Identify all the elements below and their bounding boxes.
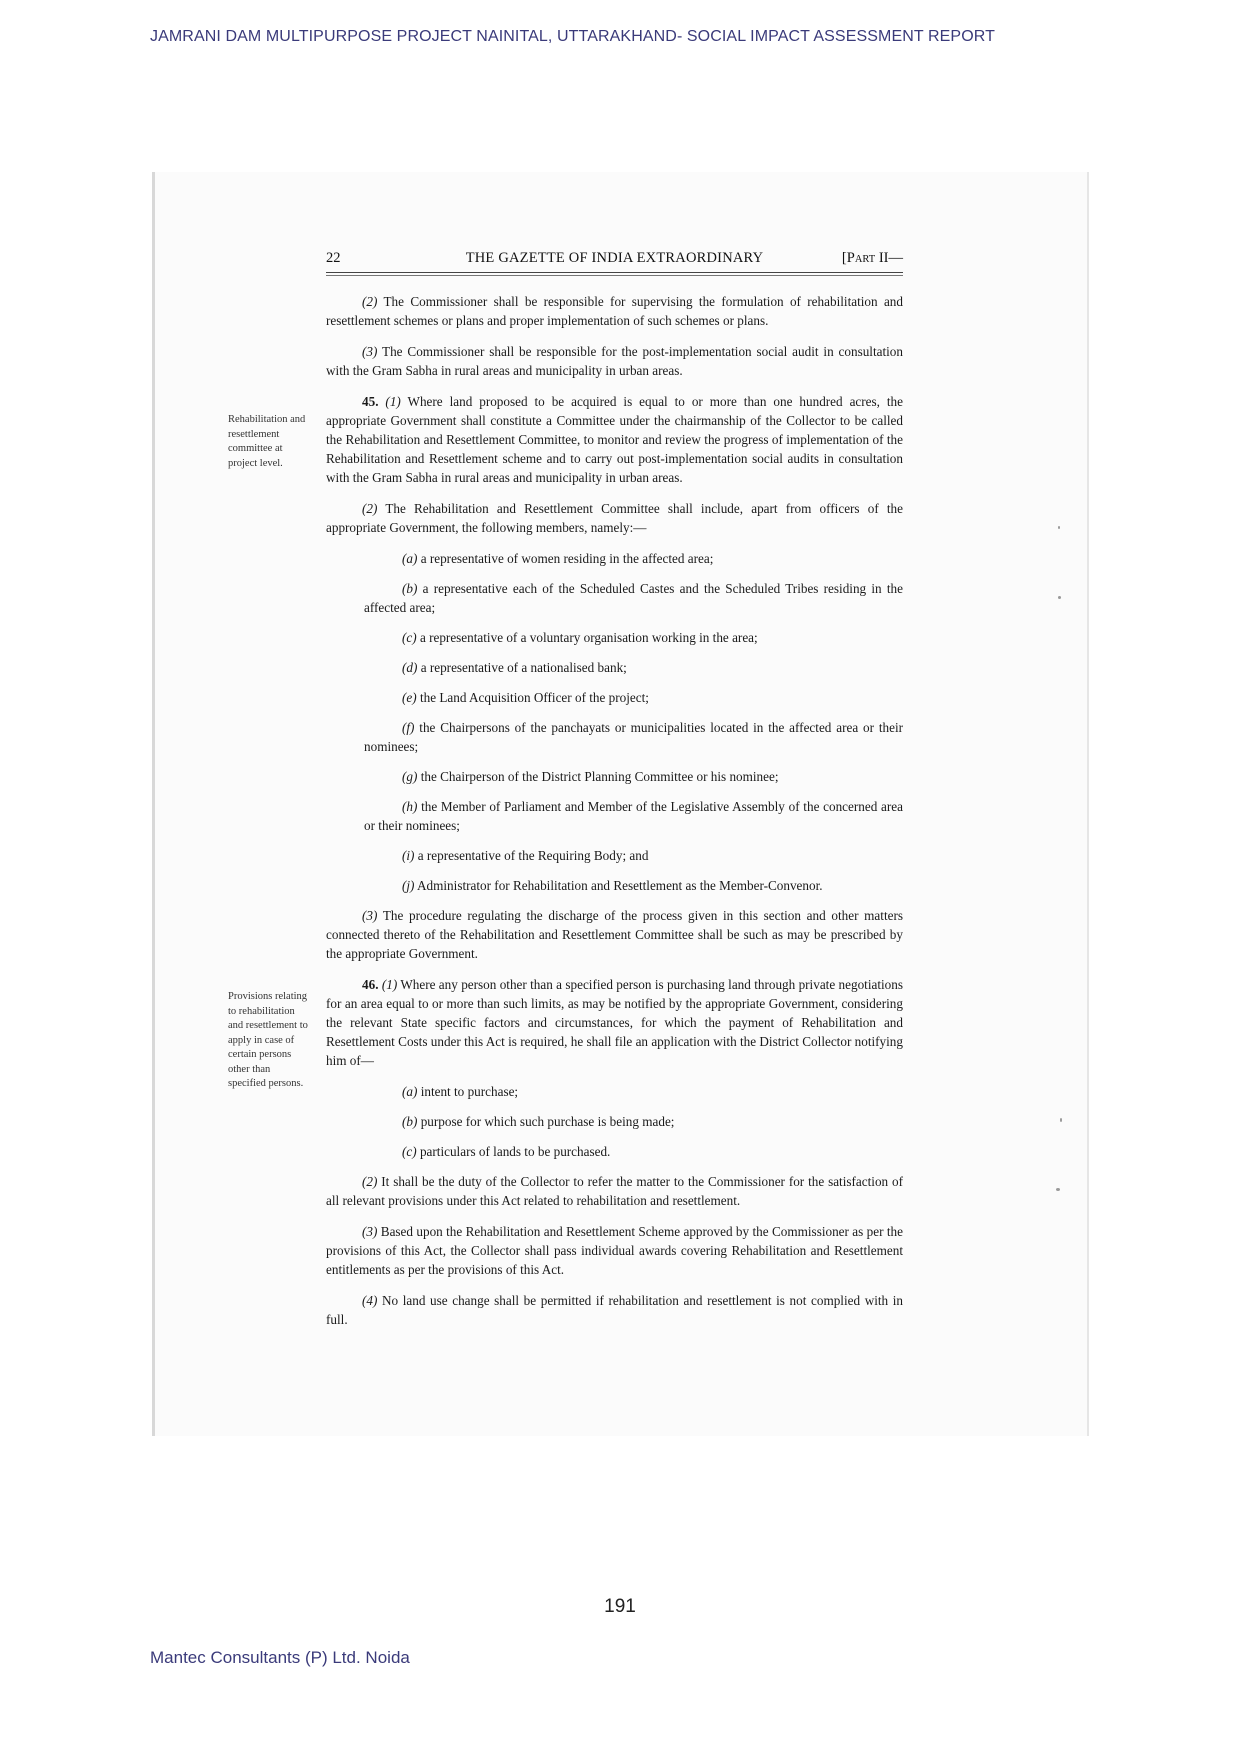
section-46-1: 46. (1) Where any person other than a specified person is purchasing land through private negotiations for an area equal to or more than such limits, as may be notified by the appropriate Government, considering the relevant State specific factors and circumstances, for which the payment of Rehabilitation and Resettlement Costs under this Act is required, he shall file an application with the District Collector notifying him of— [326,977,903,1068]
list-item: (j) Administrator for Rehabilitation and Resettlement as the Member-Convenor. [402,878,823,893]
gazette-part: [PART II— [841,250,903,266]
scan-speck [1060,1118,1062,1122]
margin-note-provisions: Provisions relating to rehabilitation and resettlement to apply in case of certain persons other than specified persons. [228,991,308,1089]
scan-speck [1058,596,1061,599]
list-item: (d) a representative of a nationalised bank; [402,660,627,675]
list-item: (f) the Chairpersons of the panchayats or municipalities located in the affected area or their nominees; [364,720,903,754]
scan-speck [1058,526,1060,529]
list-item: (b) purpose for which such purchase is being made; [402,1114,675,1129]
paragraph: (2) The Commissioner shall be responsible for supervising the formulation of rehabilitation and resettlement schemes or plans and proper implementation of such schemes or plans. [326,294,903,328]
list-item: (g) the Chairperson of the District Planning Committee or his nominee; [402,769,779,784]
report-header: JAMRANI DAM MULTIPURPOSE PROJECT NAINITAL, UTTARAKHAND- SOCIAL IMPACT ASSESSMENT REPORT [150,28,995,45]
gazette-title: THE GAZETTE OF INDIA EXTRAORDINARY [465,250,764,266]
list-item: (a) intent to purchase; [402,1084,519,1099]
list-item: (c) a representative of a voluntary organisation working in the area; [402,630,758,645]
gazette-body [326,292,903,1341]
list-item: (a) a representative of women residing in the affected area; [402,551,714,566]
section-45-3: (3) The procedure regulating the discharge of the process given in this section and other matters connected thereto of the Rehabilitation and Resettlement Committee shall be such as may be prescribed by the appropriate Government. [326,908,903,961]
list-item: (c) particulars of lands to be purchased. [402,1144,611,1159]
list-item: (e) the Land Acquisition Officer of the project; [402,690,649,705]
scan-speck [1056,1188,1060,1191]
list-item: (i) a representative of the Requiring Body; and [402,848,649,863]
scanned-gazette-page [152,172,1089,1436]
section-45-1: 45. (1) Where land proposed to be acquired is equal to or more than one hundred acres, the appropriate Government shall constitute a Committee under the chairmanship of the Collector to be called the Rehabilitation and Resettlement Committee, to monitor and review the progress of implementation of the Rehabilitation and Resettlement scheme and to carry out post-implementation social audits in consultation with the Gram Sabha in rural areas and municipality in urban areas. [326,394,903,485]
gazette-header [326,250,903,273]
section-46-2: (2) It shall be the duty of the Collector to refer the matter to the Commissioner for the satisfaction of all relevant provisions under this Act related to rehabilitation and resettlement. [326,1174,903,1208]
list-item: (b) a representative each of the Scheduled Castes and the Scheduled Tribes residing in the affected area; [364,581,903,615]
section-45-2: (2) The Rehabilitation and Resettlement Committee shall include, apart from officers of the appropriate Government, the following members, namely:— [326,501,903,535]
gazette-rule [326,275,903,276]
page-number: 191 [604,1596,636,1617]
gazette-page-number: 22 [326,250,341,266]
section-46-3: (3) Based upon the Rehabilitation and Resettlement Scheme approved by the Commissioner as per the provisions of this Act, the Collector shall pass individual awards covering Rehabilitation and Resettlement entitlements as per the provisions of this Act. [326,1224,903,1277]
list-item: (h) the Member of Parliament and Member of the Legislative Assembly of the concerned area or their nominees; [364,799,903,833]
section-46-4: (4) No land use change shall be permitted if rehabilitation and resettlement is not complied with in full. [326,1293,903,1327]
footer: Mantec Consultants (P) Ltd. Noida [150,1648,410,1667]
paragraph: (3) The Commissioner shall be responsible for the post-implementation social audit in consultation with the Gram Sabha in rural areas and municipality in urban areas. [326,344,903,378]
margin-note-rr-committee: Rehabilitation and resettlement committee at project level. [228,414,306,469]
